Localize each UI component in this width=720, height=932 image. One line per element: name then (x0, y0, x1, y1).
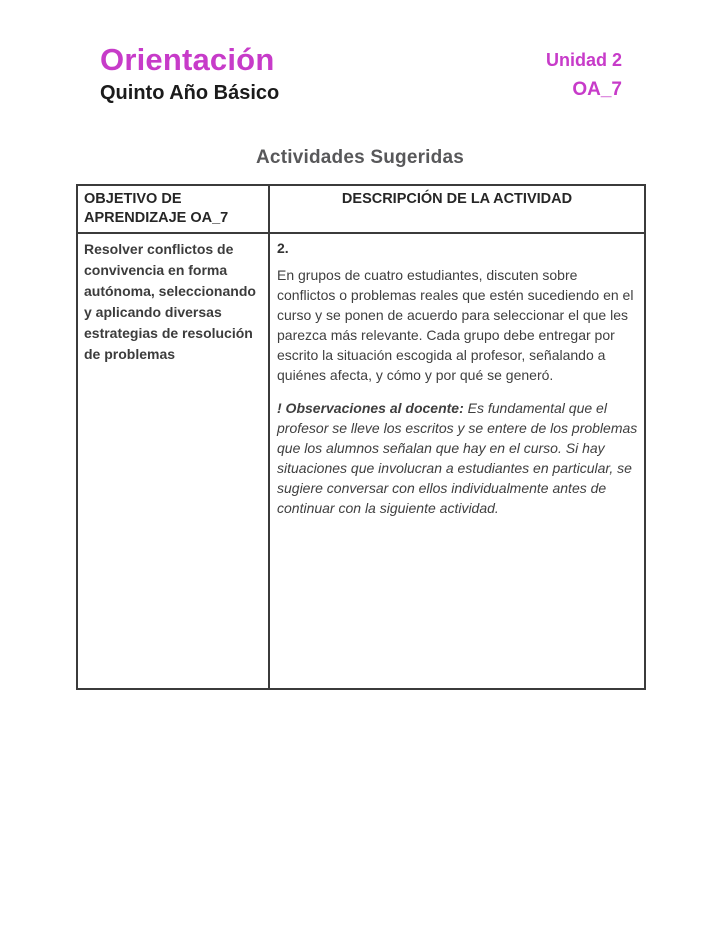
column-header-objective: OBJETIVO DE APRENDIZAJE OA_7 (77, 185, 269, 233)
document-header-left (100, 42, 279, 105)
table-body-row (77, 233, 645, 689)
unit-label: Unidad 2 (545, 50, 622, 70)
activity-description: En grupos de cuatro estudiantes, discuten sobre conflictos o problemas reales que estén sucediendo en el curso y se ponen de acuerdo para seleccionar el que les parezca más relevante. Cada grupo debe entregar por escrito la situación escogida al profesor, señalando a quiénes afecta, y cómo y por qué se generó. (277, 267, 634, 383)
table-header-row (77, 185, 645, 233)
teacher-note (277, 398, 638, 518)
oa-label: OA_7 (572, 79, 622, 100)
activities-table (76, 184, 646, 690)
activity-number: 2. (277, 240, 289, 256)
objective-text: Resolver conflictos de convivencia en forma autónoma, seleccionando y aplicando diversas estrategias de resolución de problemas (84, 241, 256, 362)
page-title: Actividades Sugeridas (256, 147, 464, 168)
description-cell (269, 233, 645, 689)
document-header-right (546, 50, 622, 101)
teacher-note-text: Es fundamental que el profesor se lleve los escritos y se entere de los problemas que los alumnos señalan que hay en el curso. Si hay situaciones que involucran a estudiantes en particular, se sugiere conversar con ellos individualmente antes de continuar con la siguiente actividad. (277, 400, 638, 516)
column-header-description: DESCRIPCIÓN DE LA ACTIVIDAD (269, 185, 645, 233)
objective-cell (77, 233, 269, 689)
subject-title: Orientación (100, 42, 275, 77)
teacher-note-lead: ! Observaciones al docente: (277, 400, 464, 416)
grade-subtitle: Quinto Año Básico (100, 81, 280, 104)
